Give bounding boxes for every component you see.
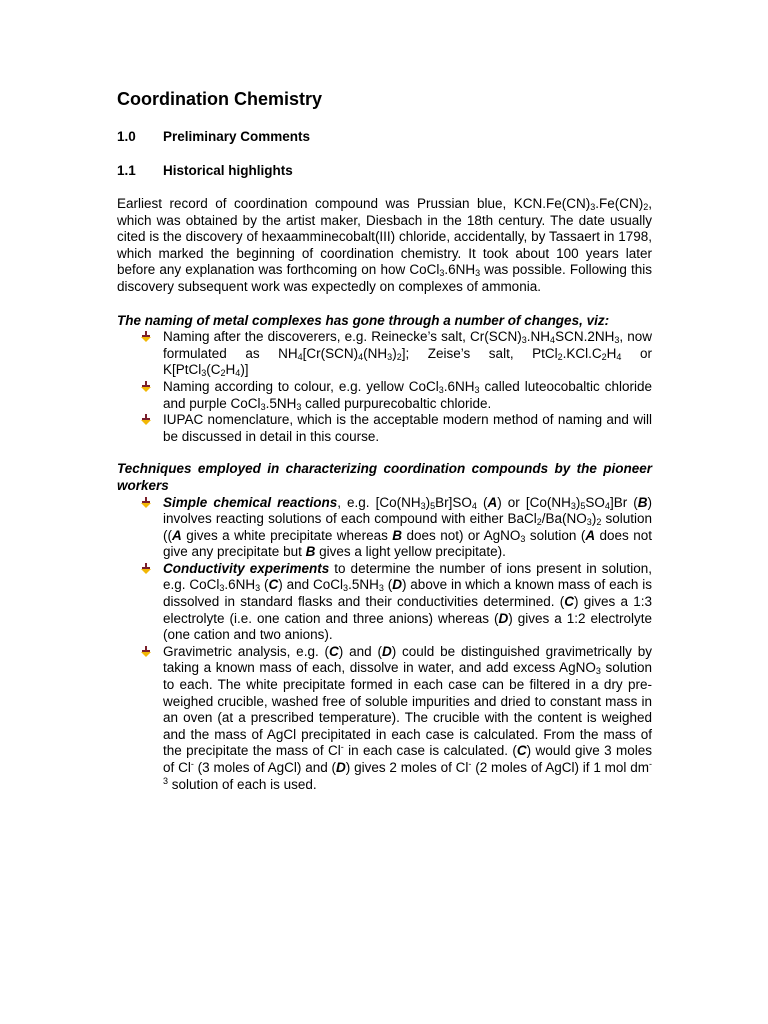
pushpin-bullet-icon (139, 646, 153, 658)
naming-list (117, 329, 652, 445)
section-heading-1-0 (117, 128, 652, 146)
pushpin-bullet-icon (139, 331, 153, 343)
techniques-heading: Techniques employed in characterizing coordination compounds by the pioneer workers (117, 461, 652, 493)
list-item: Simple chemical reactions, e.g. $[Co(NH_3)_5Br]SO_4$ (A) or $[Co(NH_3)_5SO_4]Br$ (B) involves reacting solutions of each compound with either $BaCl_2/Ba(NO_3)_2$ solution ((A gives a white precipitate whereas B does not) or AgNO$_3$ solution (A does not give any precipitate but B gives a light yellow precipitate). (117, 495, 652, 561)
list-item: Naming after the discoverers, e.g. Reinecke’s salt, $Cr(SCN)_3.NH_4SCN.2NH_3$, now formulated as $NH_4[Cr(SCN)_4(NH_3)_2]$; Zeise’s salt, $PtCl_2.KCl.C_2H_4$ or $K[PtCl_3(C_2H_4)]$ (117, 329, 652, 379)
list-item: IUPAC nomenclature, which is the acceptable modern method of naming and will be discussed in detail in this course. (117, 412, 652, 445)
section-title: Preliminary Comments (163, 129, 311, 144)
section-title: Historical highlights (163, 163, 293, 178)
section-number: 1.0 (117, 129, 136, 144)
paragraph-history: Earliest record of coordination compound was Prussian blue, $KCN.Fe(CN)_3.Fe(CN)_2$, which was obtained by the artist maker, Diesbach in the 18th century. The date usually cited is the discovery of hexaamminecobalt(III) chloride, accidentally, by Tassaert in 1798, which marked the beginning of coordination chemistry. It took about 100 years later before any explanation was forthcoming on how $CoCl_3.6NH_3$ was possible. Following this discovery subsequent work was expectedly on complexes of ammonia. (117, 196, 653, 294)
pushpin-bullet-icon (139, 497, 153, 509)
naming-heading: The naming of metal complexes has gone through a number of changes, viz: (117, 312, 610, 328)
list-item: Gravimetric analysis, e.g. (C) and (D) could be distinguished gravimetrically by taking a known mass of each, dissolve in water, and add excess AgNO$_3$ solution to each. The white precipitate formed in each case can be filtered in a dry pre-weighed crucible, washed free of soluble impurities and dried to constant mass in an oven (at a prescribed temperature). The crucible with the content is weighed and the mass of AgCl precipitated in each case is calculated. From the mass of the precipitate the mass of Cl- in each case is calculated. (C) would give 3 moles of Cl- (3 moles of AgCl) and (D) gives 2 moles of Cl- (2 moles of AgCl) if 1 mol $dm^{-3}$ solution of each is used. (117, 644, 652, 793)
pushpin-bullet-icon (139, 414, 153, 426)
section-heading-1-1 (117, 162, 652, 180)
list-item: Conductivity experiments to determine the number of ions present in solution, e.g. $CoCl_3.6NH_3$ (C) and $CoCl_3.5NH_3$ (D) above in which a known mass of each is dissolved in standard flasks and their conductivities determined. (C) gives a 1:3 electrolyte (i.e. one cation and three anions) whereas (D) gives a 1:2 electrolyte (one cation and two anions). (117, 561, 652, 644)
document-content (117, 88, 652, 809)
list-item: Naming according to colour, e.g. yellow $CoCl_3.6NH_3$ called luteocobaltic chloride and purple $CoCl_3.5NH_3$ called purpurecobaltic chloride. (117, 379, 652, 412)
section-number: 1.1 (117, 163, 136, 178)
page-title: Coordination Chemistry (117, 89, 323, 109)
pushpin-bullet-icon (139, 563, 153, 575)
pushpin-bullet-icon (139, 381, 153, 393)
techniques-list (117, 495, 652, 794)
